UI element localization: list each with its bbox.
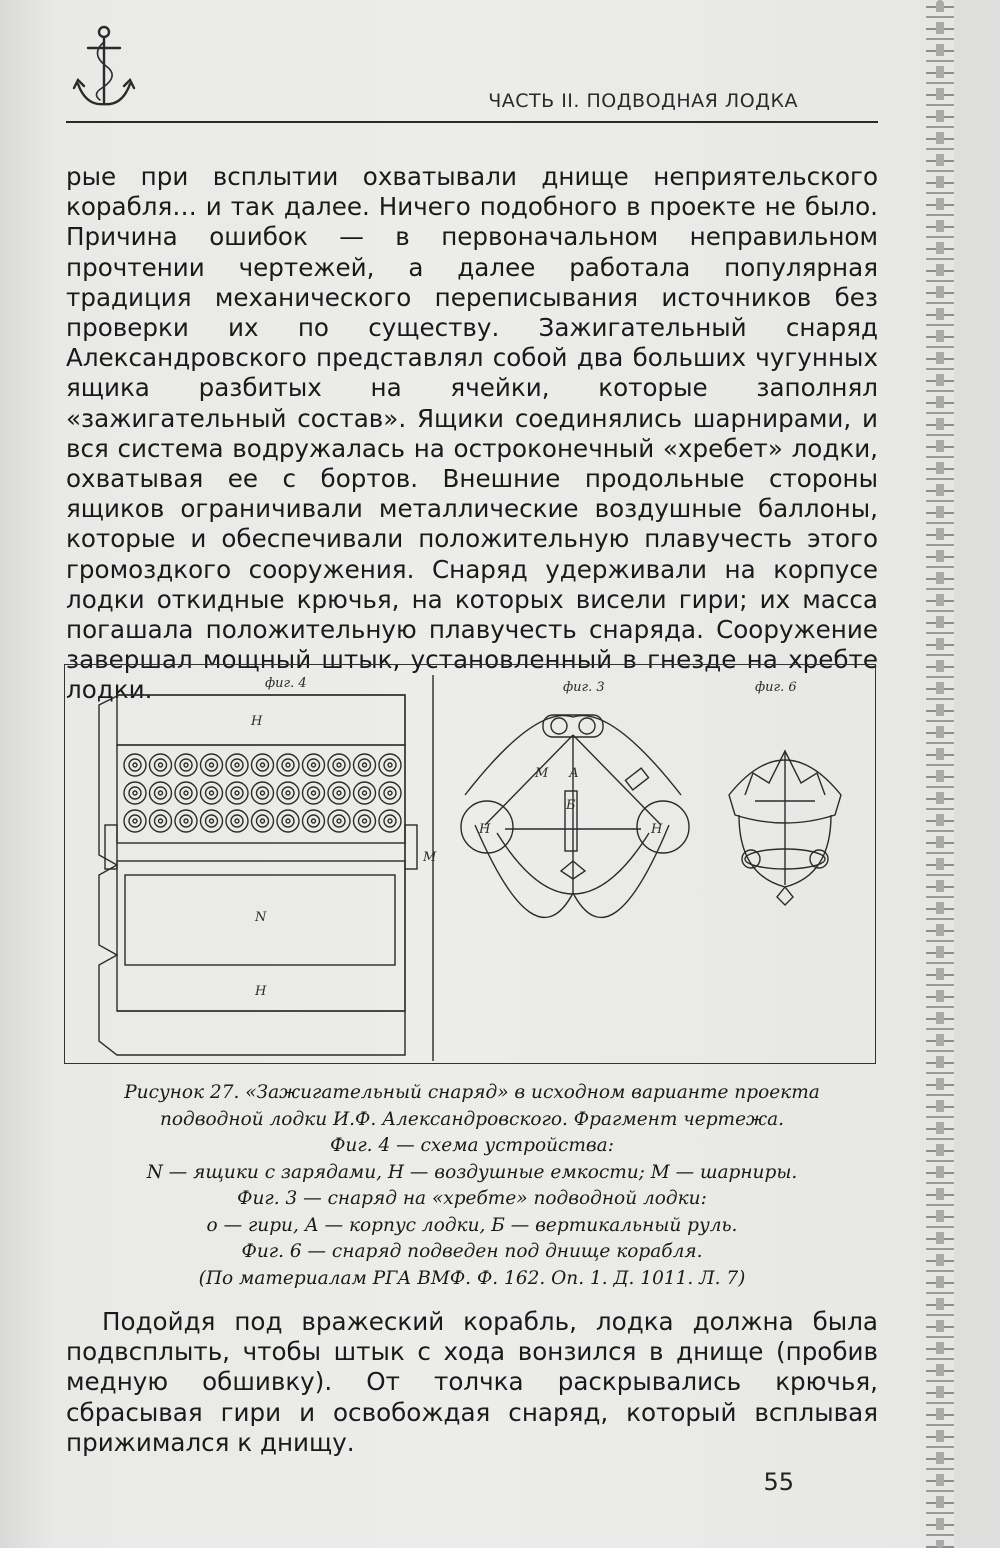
- charge-cell: [155, 815, 167, 827]
- caption-line: о — гири, А — корпус лодки, Б — вертикальный руль.: [206, 1214, 738, 1236]
- charge-cell: [201, 810, 223, 832]
- label-n-top: Н: [251, 714, 263, 729]
- charge-cell: [175, 754, 197, 776]
- charge-cell: [261, 763, 265, 767]
- paragraph-text: Подойдя под вражеский корабль, лодка должна была подвсплыть, чтобы штык с хода вонзился в днище (пробив медную обшивку). От толчка раскрывались крючья, сбрасывая гири и освобождая снаряд, который всплывая прижимался к днищу.: [66, 1307, 878, 1457]
- charge-cell: [133, 819, 137, 823]
- charge-cell: [388, 791, 392, 795]
- charge-cell: [308, 787, 320, 799]
- label-h-left: Н: [479, 822, 491, 837]
- charge-cell: [379, 782, 401, 804]
- charge-cell: [175, 782, 197, 804]
- charge-cell: [155, 759, 167, 771]
- charge-cell: [226, 754, 248, 776]
- charge-cell: [303, 754, 325, 776]
- charge-cell: [328, 810, 350, 832]
- caption-line: подводной лодки И.Ф. Александровского. Фрагмент чертежа.: [160, 1108, 784, 1130]
- fig3-drawing: [461, 715, 689, 917]
- charge-cell: [159, 763, 163, 767]
- charge-cell: [129, 787, 141, 799]
- charge-cell: [282, 815, 294, 827]
- fig3-label: фиг. 3: [563, 680, 605, 695]
- charge-cell: [333, 759, 345, 771]
- charge-cell: [384, 759, 396, 771]
- page-number: 55: [763, 1468, 794, 1496]
- charge-cell: [124, 810, 146, 832]
- charge-cell: [184, 763, 188, 767]
- charge-cell: [261, 819, 265, 823]
- charge-cell: [129, 815, 141, 827]
- caption-line: N — ящики с зарядами, Н — воздушные емкости; М — шарниры.: [146, 1161, 798, 1183]
- charge-cell: [277, 754, 299, 776]
- page-edge: [954, 0, 1000, 1548]
- charge-cell: [379, 754, 401, 776]
- charge-cell: [175, 810, 197, 832]
- fig4-drawing: [99, 695, 417, 1055]
- charge-cell: [363, 791, 367, 795]
- charge-cell: [159, 819, 163, 823]
- fig6-drawing: [729, 751, 841, 905]
- label-a-left: М: [535, 766, 549, 781]
- chain-border-decoration: [926, 0, 954, 1548]
- charge-cell: [261, 791, 265, 795]
- charge-cell: [333, 787, 345, 799]
- charge-cell: [159, 791, 163, 795]
- header-rule: [66, 121, 878, 123]
- charge-cell: [312, 763, 316, 767]
- charge-cell: [308, 759, 320, 771]
- charge-cell: [337, 791, 341, 795]
- charge-cell: [133, 791, 137, 795]
- charge-cell: [252, 782, 274, 804]
- figure-27-drawing: [64, 664, 876, 1064]
- charge-cell: [155, 787, 167, 799]
- charge-cell: [184, 791, 188, 795]
- fig4-label: фиг. 4: [265, 676, 307, 691]
- charge-cell: [231, 759, 243, 771]
- charge-cell: [363, 763, 367, 767]
- charge-cell: [286, 791, 290, 795]
- drawing-svg: [65, 665, 875, 1063]
- label-n-bottom: Н: [255, 984, 267, 999]
- charge-cell: [388, 763, 392, 767]
- charge-cell: [235, 819, 239, 823]
- charge-cell: [337, 763, 341, 767]
- charge-cell: [180, 815, 192, 827]
- charge-cell: [384, 787, 396, 799]
- running-header: ЧАСТЬ II. ПОДВОДНАЯ ЛОДКА: [488, 90, 798, 112]
- charge-cell: [257, 759, 269, 771]
- charge-cell: [388, 819, 392, 823]
- charge-cell: [277, 782, 299, 804]
- charge-cell: [363, 819, 367, 823]
- body-paragraph-2: [66, 1307, 878, 1458]
- charge-cell: [333, 815, 345, 827]
- fig6-label: фиг. 6: [755, 680, 797, 695]
- charge-cell: [359, 787, 371, 799]
- charge-cell: [201, 754, 223, 776]
- anchor-icon: [66, 22, 144, 114]
- fig4-cells: [124, 754, 401, 832]
- figure-caption: [66, 1080, 878, 1292]
- label-b: Б: [566, 798, 576, 813]
- charge-cell: [286, 819, 290, 823]
- charge-cell: [303, 782, 325, 804]
- charge-cell: [206, 815, 218, 827]
- caption-line: Фиг. 3 — снаряд на «хребте» подводной лодки:: [237, 1188, 707, 1209]
- charge-cell: [226, 782, 248, 804]
- charge-cell: [231, 815, 243, 827]
- charge-cell: [328, 754, 350, 776]
- charge-cell: [133, 763, 137, 767]
- charge-cell: [201, 782, 223, 804]
- charge-cell: [359, 815, 371, 827]
- caption-line: Рисунок 27. «Зажигательный снаряд» в исходном варианте проекта: [124, 1082, 820, 1103]
- charge-cell: [257, 787, 269, 799]
- charge-cell: [354, 754, 376, 776]
- label-m-right: М: [423, 850, 437, 865]
- charge-cell: [235, 763, 239, 767]
- charge-cell: [150, 810, 172, 832]
- charge-cell: [150, 754, 172, 776]
- charge-cell: [252, 810, 274, 832]
- charge-cell: [231, 787, 243, 799]
- charge-cell: [312, 819, 316, 823]
- charge-cell: [150, 782, 172, 804]
- label-h-right: Н: [651, 822, 663, 837]
- charge-cell: [180, 787, 192, 799]
- charge-cell: [282, 787, 294, 799]
- label-n-box: N: [255, 910, 267, 925]
- charge-cell: [384, 815, 396, 827]
- charge-cell: [210, 791, 214, 795]
- charge-cell: [282, 759, 294, 771]
- charge-cell: [184, 819, 188, 823]
- label-a: А: [569, 766, 579, 781]
- charge-cell: [337, 819, 341, 823]
- charge-cell: [235, 791, 239, 795]
- charge-cell: [303, 810, 325, 832]
- charge-cell: [124, 782, 146, 804]
- charge-cell: [210, 819, 214, 823]
- charge-cell: [312, 791, 316, 795]
- charge-cell: [328, 782, 350, 804]
- body-paragraph-1: [66, 162, 878, 706]
- charge-cell: [257, 815, 269, 827]
- charge-cell: [277, 810, 299, 832]
- charge-cell: [210, 763, 214, 767]
- charge-cell: [286, 763, 290, 767]
- charge-cell: [206, 787, 218, 799]
- caption-line: (По материалам РГА ВМФ. Ф. 162. Оп. 1. Д. 1011. Л. 7): [198, 1267, 746, 1289]
- caption-line: Фиг. 4 — схема устройства:: [330, 1135, 614, 1156]
- charge-cell: [308, 815, 320, 827]
- charge-cell: [226, 810, 248, 832]
- paragraph-text: рые при всплытии охватывали днище неприятельского корабля… и так далее. Ничего подобного в проекте не было. Причина ошибок — в первоначальном неправильном прочтении чертежей, а далее работала популярная традиция механического переписывания источников без проверки их по существу. Зажигательный снаряд Александровского представлял собой два больших чугунных ящика разбитых на ячейки, которые заполнял «зажигательный состав». Ящики соединялись шарнирами, и вся система водружалась на остроконечный «хребет» лодки, охватывая ее с бортов. Внешние продольные стороны ящиков ограничивали металлические воздушные баллоны, которые и обеспечивали положительную плавучесть этого громоздкого сооружения. Снаряд удерживали на корпусе лодки откидные крючья, на которых висели гири; их масса погашала положительную плавучесть снаряда. Сооружение завершал мощный штык, установленный в гнезде на хребте лодки.: [66, 162, 878, 705]
- charge-cell: [379, 810, 401, 832]
- charge-cell: [129, 759, 141, 771]
- charge-cell: [354, 782, 376, 804]
- charge-cell: [180, 759, 192, 771]
- charge-cell: [359, 759, 371, 771]
- charge-cell: [206, 759, 218, 771]
- charge-cell: [252, 754, 274, 776]
- caption-line: Фиг. 6 — снаряд подведен под днище корабля.: [241, 1241, 703, 1262]
- charge-cell: [124, 754, 146, 776]
- charge-cell: [354, 810, 376, 832]
